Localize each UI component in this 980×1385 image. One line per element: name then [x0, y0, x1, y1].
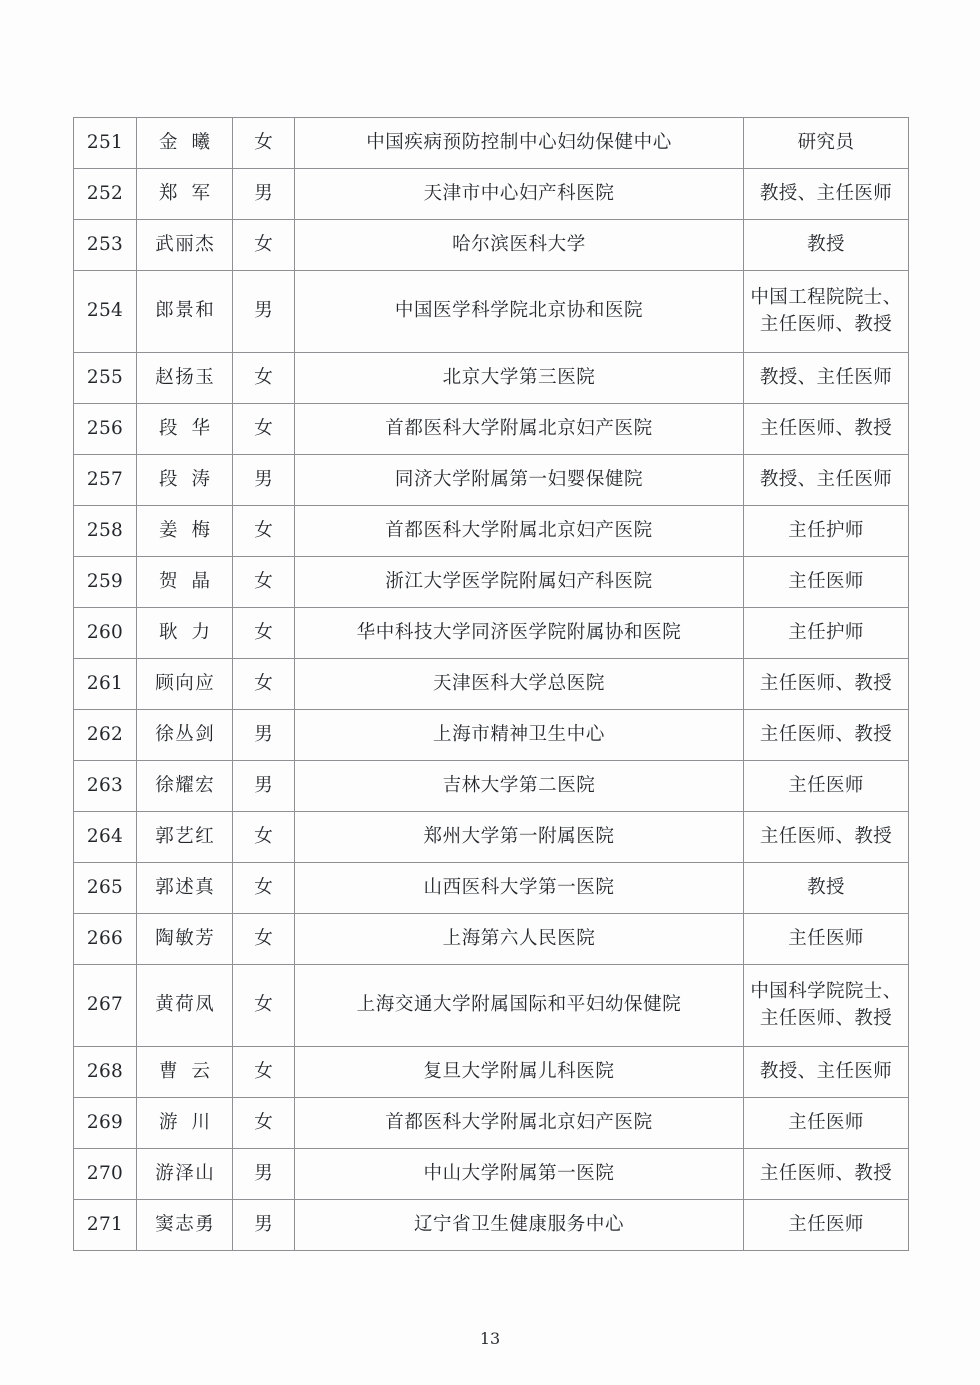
row-index-cell: 252: [74, 169, 137, 220]
table-row: [74, 761, 909, 812]
person-name-cell: [137, 965, 233, 1047]
table-row: [74, 1200, 909, 1251]
table-row: [74, 455, 909, 506]
institution-cell: 郑州大学第一附属医院: [295, 812, 744, 863]
professional-title-line-1: 教授、主任医师: [759, 1060, 893, 1082]
institution-cell: 吉林大学第二医院: [295, 761, 744, 812]
row-index-cell: 251: [74, 118, 137, 169]
person-name-cell: [137, 220, 233, 271]
professional-title-cell: [744, 118, 909, 169]
table-row: [74, 1098, 909, 1149]
person-name-text: 黄荷凤: [155, 994, 216, 1016]
professional-title-line-1: 主任医师: [788, 774, 864, 796]
person-name-text: 陶敏芳: [155, 927, 216, 949]
person-name-text: 金曦: [158, 131, 224, 153]
person-name-text: 耿力: [158, 621, 224, 643]
person-name-text: 郎景和: [155, 300, 216, 322]
person-name-cell: [137, 914, 233, 965]
institution-cell: 浙江大学医学院附属妇产科医院: [295, 557, 744, 608]
professional-title-cell: [744, 1047, 909, 1098]
professional-title-line-1: 主任医师: [788, 927, 864, 949]
professional-title-line-1: 主任医师、教授: [759, 723, 893, 745]
gender-cell: 女: [233, 659, 295, 710]
gender-cell: 男: [233, 1149, 295, 1200]
professional-title-line-1: 教授、主任医师: [759, 468, 893, 490]
professional-title-line-1: 研究员: [797, 131, 855, 153]
person-name-cell: [137, 608, 233, 659]
institution-cell: 同济大学附属第一妇婴保健院: [295, 455, 744, 506]
professional-title-cell: [744, 863, 909, 914]
gender-cell: 女: [233, 965, 295, 1047]
person-name-text: 段华: [158, 417, 224, 439]
table-row: [74, 914, 909, 965]
person-name-cell: [137, 271, 233, 353]
professional-title-cell: [744, 353, 909, 404]
institution-cell: 首都医科大学附属北京妇产医院: [295, 404, 744, 455]
professional-title-cell: [744, 169, 909, 220]
gender-cell: 男: [233, 271, 295, 353]
row-index-cell: 267: [74, 965, 137, 1047]
professional-title-line-1: 主任护师: [788, 621, 864, 643]
gender-cell: 女: [233, 608, 295, 659]
person-name-text: 郭艺红: [155, 825, 216, 847]
professional-title-line-2: 主任医师、教授: [759, 1007, 893, 1029]
table-row: [74, 1047, 909, 1098]
gender-cell: 女: [233, 863, 295, 914]
table-row: [74, 404, 909, 455]
person-name-cell: [137, 455, 233, 506]
professional-title-line-1: 主任医师、教授: [759, 672, 893, 694]
professional-title-cell: [744, 271, 909, 353]
person-name-cell: [137, 1200, 233, 1251]
person-name-cell: [137, 1047, 233, 1098]
institution-cell: 上海交通大学附属国际和平妇幼保健院: [295, 965, 744, 1047]
institution-cell: 北京大学第三医院: [295, 353, 744, 404]
person-name-text: 游泽山: [155, 1162, 216, 1184]
row-index-cell: 261: [74, 659, 137, 710]
person-name-text: 顾向应: [155, 672, 216, 694]
professional-title-line-1: 主任医师: [788, 570, 864, 592]
person-name-text: 曹云: [158, 1060, 224, 1082]
table-row: [74, 608, 909, 659]
person-name-text: 窦志勇: [155, 1213, 216, 1235]
person-name-cell: [137, 812, 233, 863]
page-number: 13: [479, 1329, 501, 1348]
institution-cell: 山西医科大学第一医院: [295, 863, 744, 914]
professional-title-cell: [744, 455, 909, 506]
person-name-text: 赵扬玉: [155, 366, 216, 388]
gender-cell: 女: [233, 118, 295, 169]
professional-title-cell: [744, 506, 909, 557]
table-row: [74, 659, 909, 710]
professional-title-line-1: 主任医师: [788, 1111, 864, 1133]
person-name-cell: [137, 1098, 233, 1149]
professional-title-line-1: 主任医师、教授: [759, 1162, 893, 1184]
institution-cell: 上海市精神卫生中心: [295, 710, 744, 761]
gender-cell: 女: [233, 220, 295, 271]
person-name-cell: [137, 169, 233, 220]
professional-title-cell: [744, 220, 909, 271]
professional-title-line-1: 主任医师: [788, 1213, 864, 1235]
professional-title-cell: [744, 1098, 909, 1149]
person-name-text: 段涛: [158, 468, 224, 490]
institution-cell: 上海第六人民医院: [295, 914, 744, 965]
table-row: [74, 863, 909, 914]
institution-cell: 中山大学附属第一医院: [295, 1149, 744, 1200]
professional-title-cell: [744, 557, 909, 608]
table-row: [74, 557, 909, 608]
table-row: [74, 1149, 909, 1200]
institution-cell: 首都医科大学附属北京妇产医院: [295, 1098, 744, 1149]
table-row: [74, 812, 909, 863]
person-name-text: 姜梅: [158, 519, 224, 541]
professional-title-line-1: 中国科学院院士、: [750, 980, 902, 1002]
professional-title-line-1: 教授、主任医师: [759, 182, 893, 204]
professional-title-cell: [744, 812, 909, 863]
institution-cell: 中国疾病预防控制中心妇幼保健中心: [295, 118, 744, 169]
table-row: [74, 118, 909, 169]
row-index-cell: 266: [74, 914, 137, 965]
professional-title-line-2: 主任医师、教授: [759, 313, 893, 335]
person-name-cell: [137, 557, 233, 608]
table-row: [74, 353, 909, 404]
row-index-cell: 259: [74, 557, 137, 608]
row-index-cell: 263: [74, 761, 137, 812]
row-index-cell: 253: [74, 220, 137, 271]
table-row: [74, 220, 909, 271]
professional-title-cell: [744, 710, 909, 761]
institution-cell: 华中科技大学同济医学院附属协和医院: [295, 608, 744, 659]
row-index-cell: 254: [74, 271, 137, 353]
row-index-cell: 270: [74, 1149, 137, 1200]
person-name-text: 游川: [158, 1111, 224, 1133]
professional-title-cell: [744, 1149, 909, 1200]
row-index-cell: 269: [74, 1098, 137, 1149]
row-index-cell: 265: [74, 863, 137, 914]
row-index-cell: 255: [74, 353, 137, 404]
row-index-cell: 257: [74, 455, 137, 506]
gender-cell: 女: [233, 353, 295, 404]
person-name-cell: [137, 118, 233, 169]
gender-cell: 女: [233, 812, 295, 863]
professional-title-line-1: 教授: [807, 876, 845, 898]
person-name-cell: [137, 761, 233, 812]
professional-title-cell: [744, 608, 909, 659]
institution-cell: 天津市中心妇产科医院: [295, 169, 744, 220]
person-name-text: 郑军: [158, 182, 224, 204]
person-name-cell: [137, 659, 233, 710]
row-index-cell: 258: [74, 506, 137, 557]
institution-cell: 首都医科大学附属北京妇产医院: [295, 506, 744, 557]
gender-cell: 女: [233, 914, 295, 965]
person-name-cell: [137, 404, 233, 455]
person-name-text: 徐耀宏: [155, 774, 216, 796]
table-row: [74, 506, 909, 557]
gender-cell: 男: [233, 455, 295, 506]
roster-table: [73, 117, 909, 1251]
person-name-text: 贺晶: [158, 570, 224, 592]
institution-cell: 天津医科大学总医院: [295, 659, 744, 710]
institution-cell: 哈尔滨医科大学: [295, 220, 744, 271]
gender-cell: 女: [233, 1047, 295, 1098]
institution-cell: 复旦大学附属儿科医院: [295, 1047, 744, 1098]
professional-title-cell: [744, 404, 909, 455]
professional-title-line-1: 中国工程院院士、: [750, 286, 902, 308]
professional-title-cell: [744, 1200, 909, 1251]
person-name-cell: [137, 506, 233, 557]
table-row: [74, 965, 909, 1047]
gender-cell: 男: [233, 761, 295, 812]
person-name-text: 郭述真: [155, 876, 216, 898]
person-name-cell: [137, 1149, 233, 1200]
row-index-cell: 260: [74, 608, 137, 659]
gender-cell: 女: [233, 404, 295, 455]
professional-title-line-1: 主任医师、教授: [759, 417, 893, 439]
roster-table-body: [74, 118, 909, 1251]
professional-title-line-1: 教授、主任医师: [759, 366, 893, 388]
gender-cell: 女: [233, 557, 295, 608]
row-index-cell: 256: [74, 404, 137, 455]
professional-title-cell: [744, 659, 909, 710]
row-index-cell: 271: [74, 1200, 137, 1251]
person-name-cell: [137, 710, 233, 761]
professional-title-cell: [744, 761, 909, 812]
gender-cell: 男: [233, 710, 295, 761]
roster-table-container: [73, 117, 908, 1251]
person-name-cell: [137, 353, 233, 404]
institution-cell: 中国医学科学院北京协和医院: [295, 271, 744, 353]
row-index-cell: 262: [74, 710, 137, 761]
gender-cell: 男: [233, 169, 295, 220]
professional-title-line-1: 主任医师、教授: [759, 825, 893, 847]
row-index-cell: 264: [74, 812, 137, 863]
person-name-text: 徐丛剑: [155, 723, 216, 745]
professional-title-cell: [744, 914, 909, 965]
institution-cell: 辽宁省卫生健康服务中心: [295, 1200, 744, 1251]
gender-cell: 女: [233, 506, 295, 557]
professional-title-cell: [744, 965, 909, 1047]
table-row: [74, 271, 909, 353]
person-name-cell: [137, 863, 233, 914]
gender-cell: 女: [233, 1098, 295, 1149]
row-index-cell: 268: [74, 1047, 137, 1098]
professional-title-line-1: 主任护师: [788, 519, 864, 541]
gender-cell: 男: [233, 1200, 295, 1251]
table-row: [74, 710, 909, 761]
professional-title-line-1: 教授: [807, 233, 845, 255]
person-name-text: 武丽杰: [155, 233, 216, 255]
table-row: [74, 169, 909, 220]
